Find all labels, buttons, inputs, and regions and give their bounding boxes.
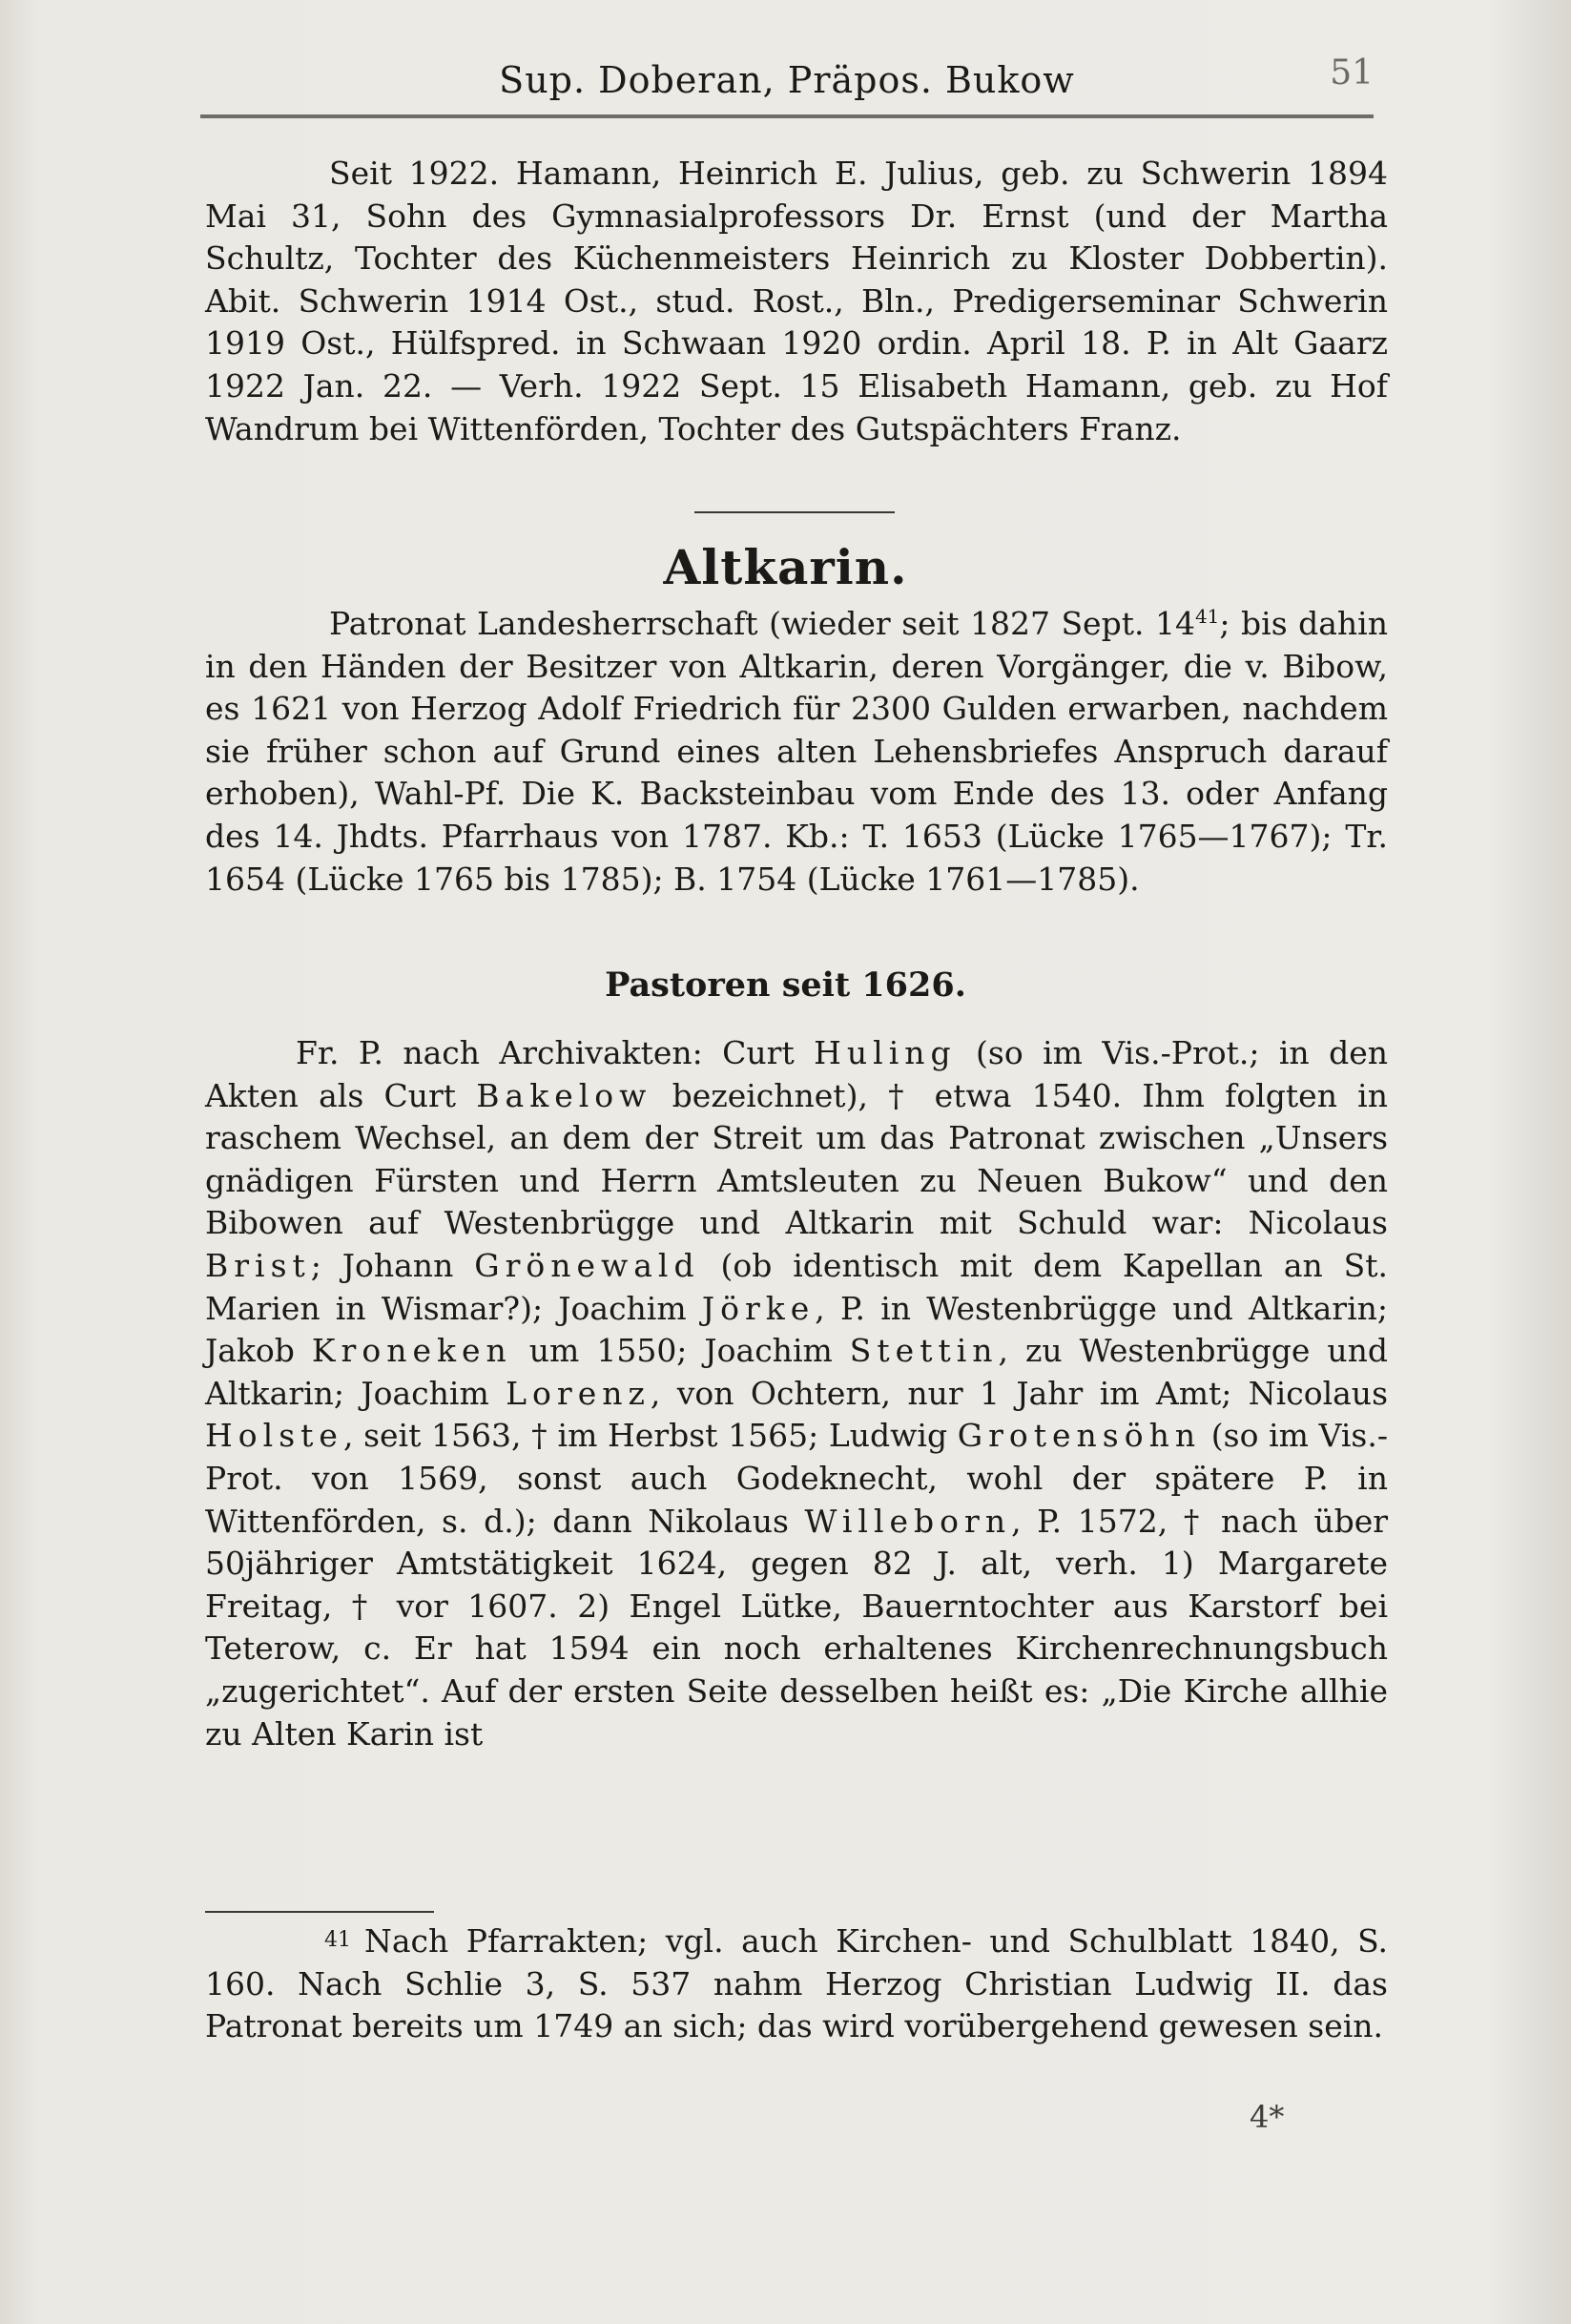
pastors-paragraph-block	[205, 1032, 1388, 1755]
patronat-paragraph	[205, 603, 1388, 901]
footnote-paragraph	[205, 1919, 1388, 2048]
pastor-name: Huling	[814, 1034, 957, 1071]
text-run: (so im Vis.-Prot.; in den Akten als Curt	[205, 1034, 1388, 1114]
header-rule	[200, 114, 1374, 118]
text-run: , von Ochtern, nur 1 Jahr im Amt; Nicolaus	[650, 1374, 1388, 1412]
pastor-name: Grotensöhn	[957, 1417, 1202, 1455]
patronat-paragraph-block	[205, 603, 1388, 901]
text-run: (ob identisch mit dem Kapellan an St. Marien in Wismar?); Joachim	[205, 1246, 1388, 1327]
pastor-name: Stettin	[849, 1332, 999, 1370]
section-divider	[694, 511, 895, 513]
entry-paragraph: Seit 1922. Hamann, Heinrich E. Julius, geb. zu Schwerin 1894 Mai 31, Sohn des Gymnasialprofessors Dr. Ernst (und der Martha Schultz, Tochter des Küchenmeisters Heinrich zu Kloster Dobbertin). Abit. Schwerin 1914 Ost., stud. Rost., Bln., Predigerseminar Schwerin 1919 Ost., Hülfspred. in Schwaan 1920 ordin. April 18. P. in Alt Gaarz 1922 Jan. 22. — Verh. 1922 Sept. 15 Elisabeth Hamann, geb. zu Hof Wandrum bei Wittenförden, Tochter des Gutspächters Franz.	[205, 155, 1388, 447]
pastor-name: Kroneken	[311, 1332, 512, 1370]
header-title: Sup. Doberan, Präpos. Bukow	[499, 59, 1075, 101]
patronat-text-end: ; bis dahin in den Händen der Besitzer von Altkarin, deren Vorgänger, die v. Bibow, es 1621 von Herzog Adolf Friedrich für 2300 Gulden erwarben, nachdem sie früher schon auf Grund eines alten Lehensbriefes Anspruch darauf erhoben), Wahl-Pf. Die K. Backsteinbau vom Ende des 13. oder Anfang des 14. Jhdts. Pfarrhaus von 1787. Kb.: T. 1653 (Lücke 1765—1767); Tr. 1654 (Lücke 1765 bis 1785); B. 1754 (Lücke 1761—1785).	[205, 605, 1388, 898]
text-run: ; Johann	[310, 1246, 475, 1284]
pastor-name: Jörke	[701, 1289, 816, 1327]
footnote-rule	[205, 1911, 434, 1913]
footnote	[205, 1919, 1388, 2048]
text-run: Fr. P. nach Archivakten: Curt	[296, 1034, 815, 1071]
text-run: bezeichnet), † etwa 1540. Ihm folgten in raschem Wechsel, an dem der Streit um das Patronat zwischen „Unsers gnädigen Fürsten und Herrn Amtsleuten zu Neuen Bukow“ und den Bibowen auf Westenbrügge und Altkarin mit Schuld war: Nicolaus	[205, 1076, 1388, 1242]
pastors-heading: Pastoren seit 1626.	[605, 965, 966, 1005]
section-title: Altkarin.	[663, 539, 908, 595]
running-header	[200, 53, 1374, 120]
page-number: 51	[1330, 53, 1374, 93]
text-run: (so im Vis.-Prot. von 1569, sonst auch Godeknecht, wohl der spätere P. in Wittenförden, s. d.); dann Nikolaus	[205, 1417, 1389, 1540]
patronat-text-start: Patronat Landesherrschaft (wieder seit 1827 Sept. 14	[329, 605, 1195, 642]
footnote-reference: 41	[1194, 605, 1220, 628]
pastor-name: Lorenz	[506, 1374, 651, 1412]
pastor-name: Grönewald	[474, 1246, 700, 1284]
pastors-paragraph	[205, 1032, 1388, 1755]
signature-mark: 4*	[1250, 2099, 1285, 2135]
footnote-marker: 41	[324, 1928, 351, 1952]
pastor-name: Bakelow	[476, 1076, 652, 1114]
text-run: um 1550; Joachim	[511, 1332, 850, 1370]
text-run: , P. in Westenbrügge und Altkarin; Jakob	[205, 1289, 1388, 1370]
text-run: , zu Westenbrügge und Altkarin; Joachim	[205, 1332, 1388, 1412]
footnote-text: Nach Pfarrakten; vgl. auch Kirchen- und Schulblatt 1840, S. 160. Nach Schlie 3, S. 537 nahm Herzog Christian Ludwig II. das Patronat bereits um 1749 an sich; das wird vorübergehend gewesen sein.	[205, 1922, 1388, 2045]
text-run: , P. 1572, † nach über 50jähriger Amtstätigkeit 1624, gegen 82 J. alt, verh. 1) Margarete Freitag, † vor 1607. 2) Engel Lütke, Bauerntochter aus Karstorf bei Teterow, c. Er hat 1594 ein noch erhaltenes Kirchenrechnungsbuch „zugerichtet“. Auf der ersten Seite desselben heißt es: „Die Kirche allhie zu Alten Karin ist	[205, 1502, 1389, 1753]
pastor-entry-hamann	[205, 153, 1388, 450]
pastor-name: Willeborn	[804, 1502, 1012, 1540]
pastor-name: Holste	[205, 1417, 343, 1455]
text-run: , seit 1563, † im Herbst 1565; Ludwig	[342, 1417, 958, 1455]
pastor-name: Brist	[205, 1246, 311, 1284]
